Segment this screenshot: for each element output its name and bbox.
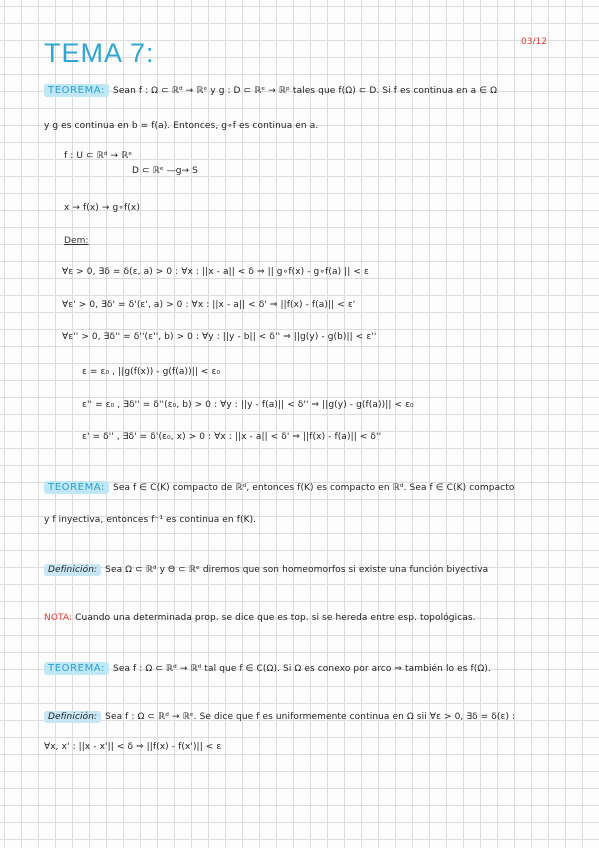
proof-line: ε'' = ε₀ , ∃δ'' = δ''(ε₀, b) > 0 : ∀y : ||y - f(a)|| < δ'' ⇒ ||g(y) - g(f(a))|| < ε₀	[82, 400, 414, 410]
definition-1-text: Sea Ω ⊂ ℝᵈ y Θ ⊂ ℝᵉ diremos que son homeomorfos si existe una función biyectiva	[105, 565, 489, 575]
theorem-label: TEOREMA:	[44, 481, 109, 494]
theorem-1	[44, 84, 497, 97]
note-label: NOTA:	[44, 613, 73, 623]
definition-2-line-1: Sea f : Ω ⊂ ℝᵈ → ℝᵉ. Se dice que f es uniformemente continua en Ω sii ∀ε > 0, ∃δ = δ(ε) :	[105, 712, 516, 722]
proof-label: Dem:	[64, 236, 89, 246]
theorem-2	[44, 481, 514, 494]
theorem-3-text: Sea f : Ω ⊂ ℝᵈ → ℝᵈ tal que f ∈ C(Ω). Si Ω es conexo por arco ⇒ también lo es f(Ω).	[113, 664, 491, 674]
proof-line: ε = ε₀ , ||g(f(x)) - g(f(a))|| < ε₀	[82, 367, 221, 377]
theorem-1-line-1: Sean f : Ω ⊂ ℝᵈ → ℝᵉ y g : D ⊂ ℝᵉ → ℝᵖ tales que f(Ω) ⊂ D. Si f es continua en a ∈ Ω	[113, 86, 498, 96]
theorem-1-line-2: y g es continua en b = f(a). Entonces, g∘f es continua en a.	[44, 121, 319, 131]
note-text: Cuando una determinada prop. se dice que es top. si se hereda entre esp. topológicas.	[75, 613, 476, 623]
definition-2-line-2: ∀x, x' : ||x - x'|| < δ ⇒ ||f(x) - f(x')|| < ε	[44, 742, 222, 752]
theorem-label: TEOREMA:	[44, 662, 109, 675]
proof-line: ∀ε > 0, ∃δ = δ(ε, a) > 0 : ∀x : ||x - a|| < δ ⇒ || g∘f(x) - g∘f(a) || < ε	[62, 267, 369, 277]
theorem-2-line-2: y f inyectiva, entonces f⁻¹ es continua en f(K).	[44, 515, 257, 525]
diagram-row-2: D ⊂ ℝᵉ —g→ S	[132, 166, 198, 176]
definition-1	[44, 564, 488, 576]
page-title: TEMA 7:	[44, 38, 155, 68]
definition-2	[44, 711, 515, 723]
theorem-3	[44, 662, 491, 675]
theorem-label: TEOREMA:	[44, 84, 109, 97]
proof-line: ∀ε'' > 0, ∃δ'' = δ''(ε'', b) > 0 : ∀y : ||y - b|| < δ'' ⇒ ||g(y) - g(b)|| < ε''	[62, 332, 377, 342]
diagram-row-1: f : U ⊂ ℝᵈ → ℝᵉ	[64, 151, 133, 161]
definition-label: Definición:	[44, 711, 101, 723]
page-date: 03/12	[521, 37, 547, 47]
note	[44, 613, 476, 623]
diagram-row-3: x → f(x) → g∘f(x)	[64, 203, 140, 213]
proof-line: ∀ε' > 0, ∃δ' = δ'(ε', a) > 0 : ∀x : ||x - a|| < δ' ⇒ ||f(x) - f(a)|| < ε'	[62, 300, 356, 310]
proof-line: ε' = δ'' , ∃δ' = δ'(ε₀, x) > 0 : ∀x : ||x - a|| < δ' ⇒ ||f(x) - f(a)|| < δ''	[82, 432, 382, 442]
definition-label: Definición:	[44, 564, 101, 576]
theorem-2-line-1: Sea f ∈ C(K) compacto de ℝᵈ, entonces f(K) es compacto en ℝᵈ. Sea f ∈ C(K) compacto	[113, 483, 515, 493]
